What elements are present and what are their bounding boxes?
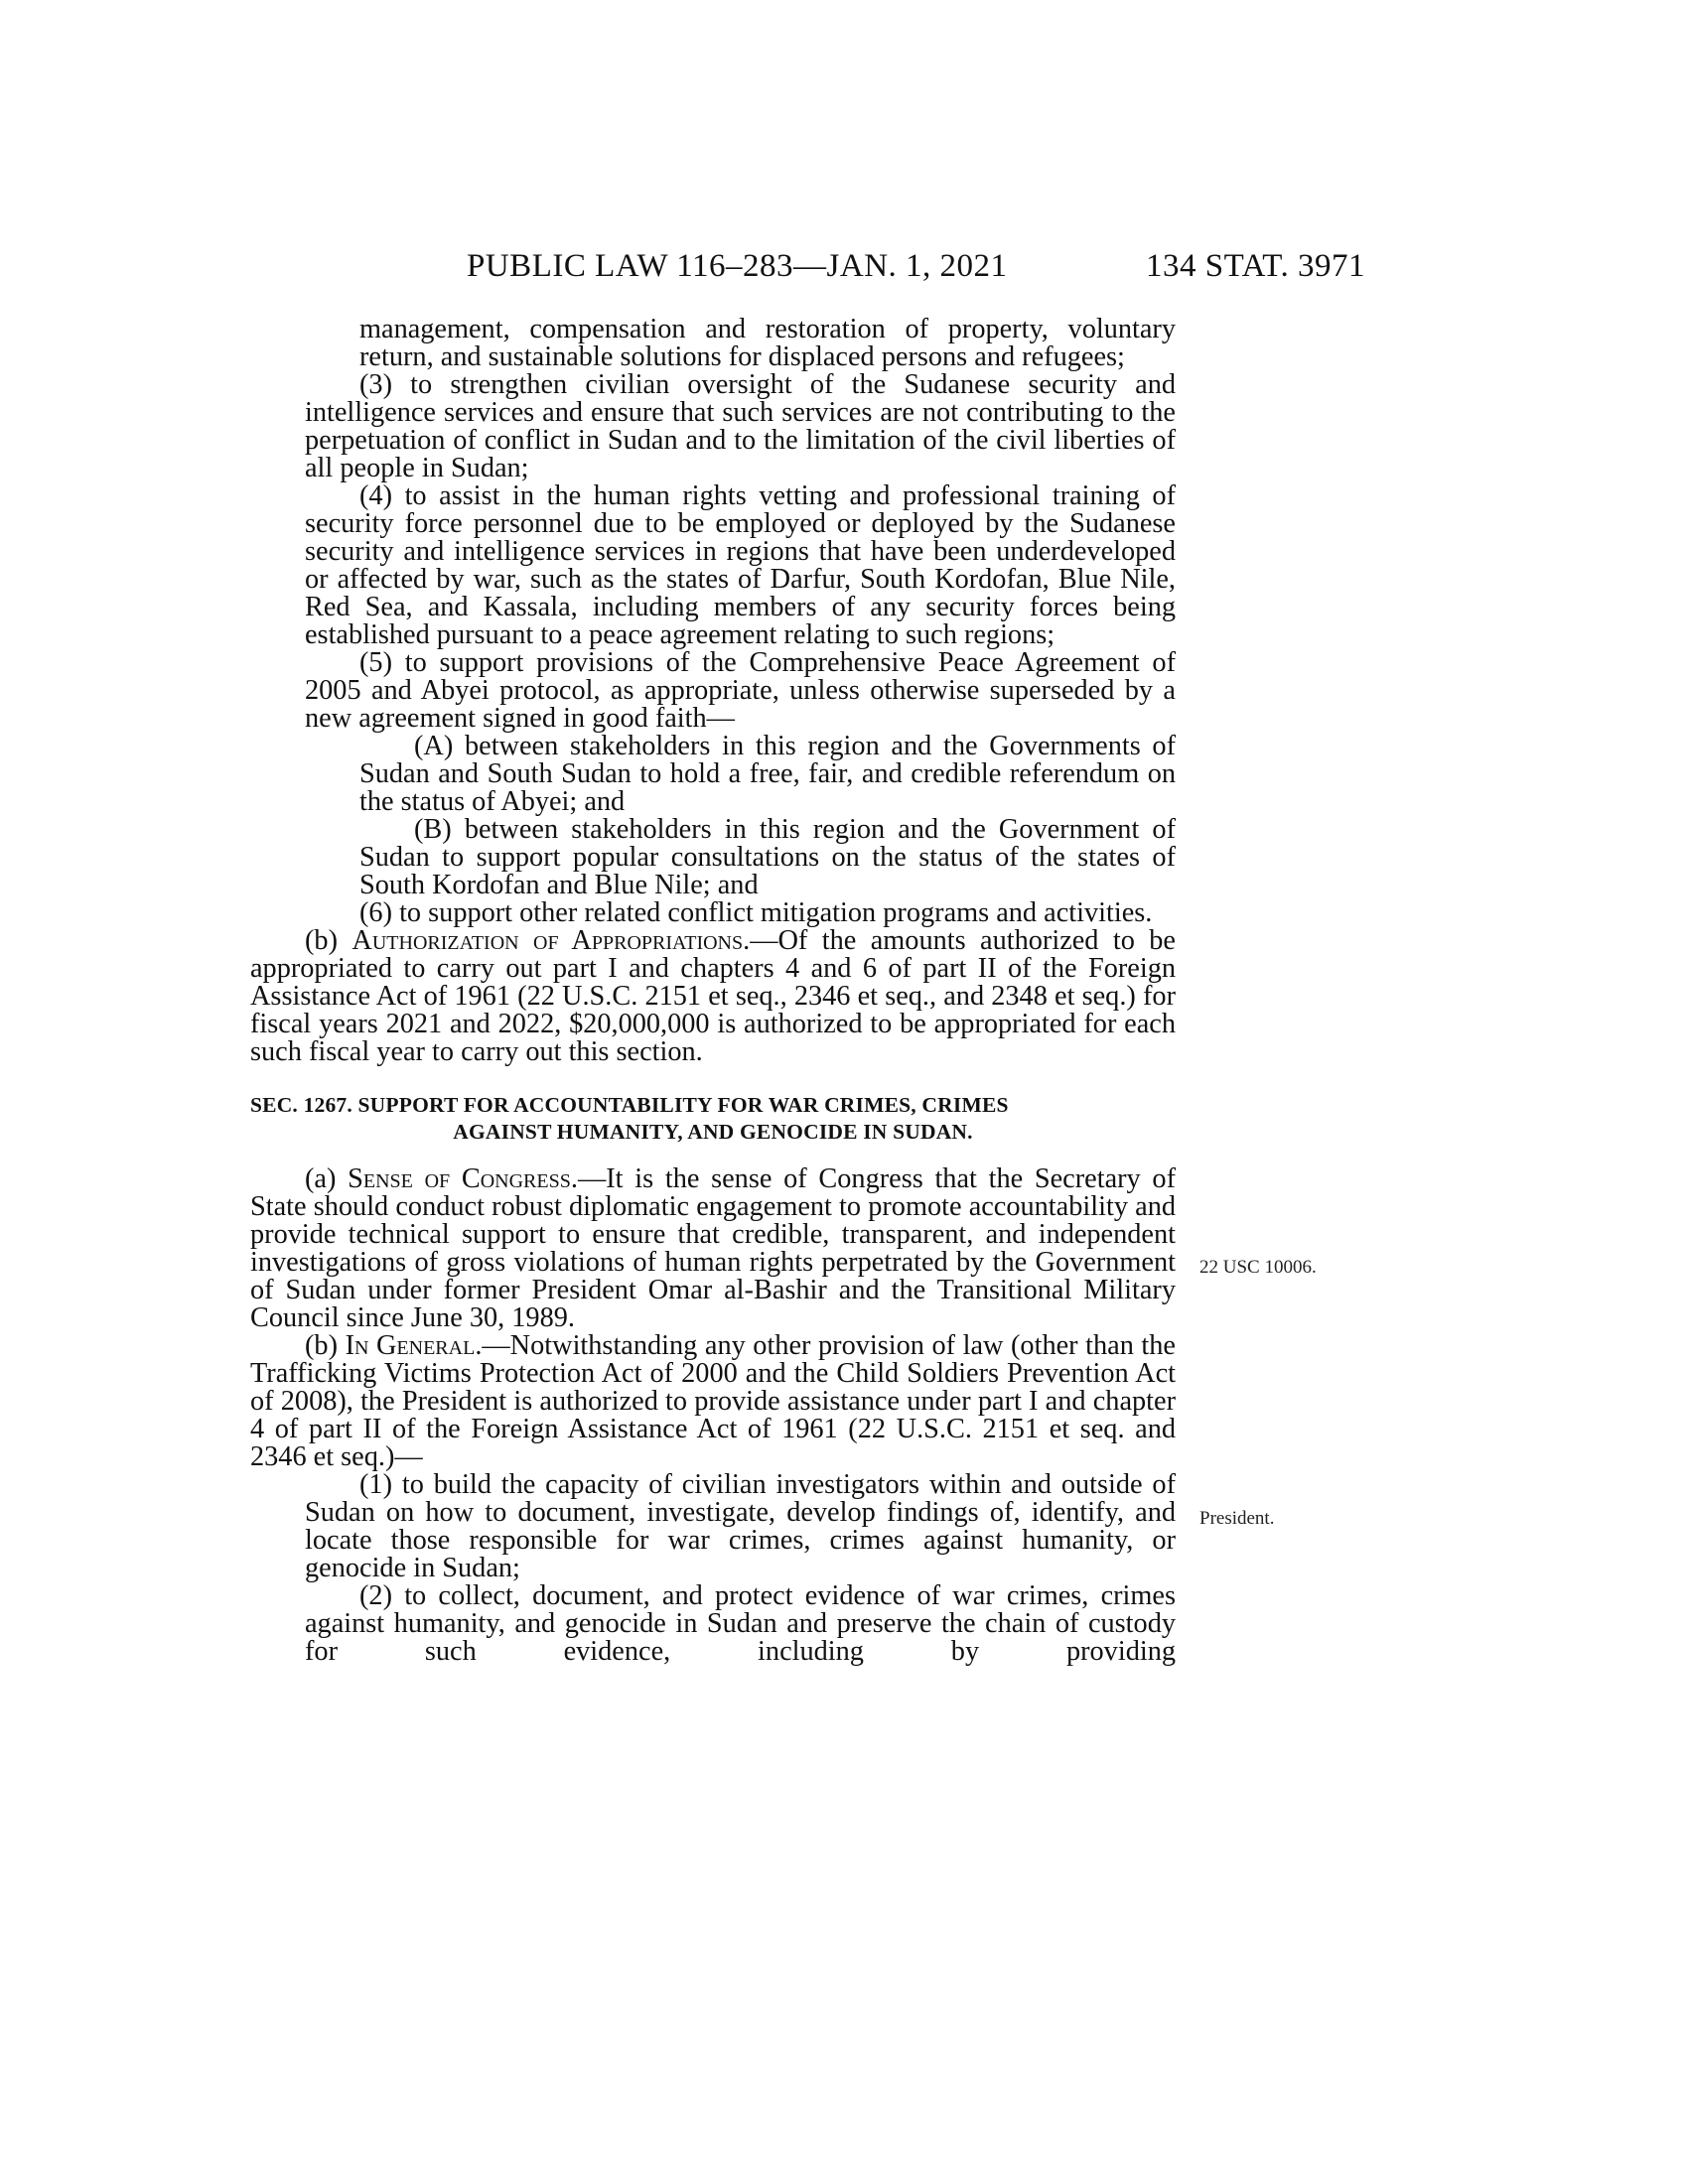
paragraph-b2: (2) to collect, document, and protect evidence of war crimes, crimes against humanity, and genocide in Sudan and preserve the chain of custody for such evidence, including by providing [305, 1580, 1176, 1667]
body-text [250, 314, 1176, 1667]
margin-note-president: President. [1199, 1508, 1275, 1529]
margin-note-usc-citation: 22 USC 10006. [1199, 1257, 1317, 1278]
subsection-a-sense-of-congress [250, 1165, 1176, 1332]
paragraph-5: (5) to support provisions of the Comprehensive Peace Agreement of 2005 and Abyei protocol, as appropriate, unless otherwise superseded by a new agreement signed in good faith— [305, 647, 1176, 734]
running-title: PUBLIC LAW 116–283—JAN. 1, 2021 [467, 248, 1008, 284]
subsection-b-authorization [250, 927, 1176, 1066]
paragraph-6: (6) to support other related conflict mitigation programs and activities. [359, 897, 1153, 928]
paragraph-3: (3) to strengthen civilian oversight of the Sudanese security and intelligence services and ensure that such services are not contributing to the perpetuation of conflict in Sudan and to the limitation of the civil liberties of all people in Sudan; [305, 369, 1176, 483]
paragraph-b1: (1) to build the capacity of civilian investigators within and outside of Sudan on how to document, investigate, develop findings of, identify, and locate those responsible for war crimes, crimes against humanity, or genocide in Sudan; [305, 1469, 1176, 1583]
section-heading-line-2: AGAINST HUMANITY, AND GENOCIDE IN SUDAN. [453, 1120, 973, 1144]
section-heading [250, 1092, 1176, 1146]
subsection-heading: Sense of Congress [348, 1163, 571, 1194]
subsection-text: .—Of the amounts authorized to be appropriated to carry out part I and chapters 4 and 6 of part II of the Foreign Assistance Act of 1961 (22 U.S.C. 2151 et seq., 2346 et seq., and 2348 et seq.) for fiscal years 2021 and 2022, $20,000,000 is authorized to be appropriated for each such fiscal year to carry out this section. [250, 925, 1176, 1067]
page-header [467, 248, 1365, 288]
paragraph-continuation: management, compensation and restoration of property, voluntary return, and sustainable solutions for displaced persons and refugees; [359, 314, 1176, 372]
subsection-text: .—It is the sense of Congress that the Secretary of State should conduct robust diplomatic engagement to promote accountability and provide technical support to ensure that credible, transparent, and independent investigations of gross violations of human rights perpetrated by the Government of Sudan under former President Omar al-Bashir and the Transitional Military Council since June 30, 1989. [250, 1163, 1176, 1333]
paragraph-5A: (A) between stakeholders in this region and the Governments of Sudan and South Sudan to hold a free, fair, and credible referendum on the status of Abyei; and [359, 731, 1176, 817]
subsection-b-in-general [250, 1332, 1176, 1471]
subsection-label: (b) [305, 1330, 346, 1361]
page-number: 134 STAT. 3971 [1145, 248, 1365, 284]
paragraph-5B: (B) between stakeholders in this region and the Government of Sudan to support popular consultations on the status of the states of South Kordofan and Blue Nile; and [359, 814, 1176, 900]
subsection-label: (b) [305, 925, 352, 956]
subsection-heading: In General [345, 1330, 476, 1361]
paragraph-4: (4) to assist in the human rights vetting and professional training of security force personnel due to be employed or deployed by the Sudanese security and intelligence services in regions that have been underdeveloped or affected by war, such as the states of Darfur, South Kordofan, Blue Nile, Red Sea, and Kassala, including members of any security forces being established pursuant to a peace agreement relating to such regions; [305, 480, 1176, 650]
section-heading-line-1: SEC. 1267. SUPPORT FOR ACCOUNTABILITY FOR WAR CRIMES, CRIMES [250, 1093, 1009, 1117]
subsection-text: .—Notwithstanding any other provision of law (other than the Trafficking Victims Protection Act of 2000 and the Child Soldiers Prevention Act of 2008), the President is authorized to provide assistance under part I and chapter 4 of part II of the Foreign Assistance Act of 1961 (22 U.S.C. 2151 et seq. and 2346 et seq.)— [250, 1330, 1176, 1472]
subsection-label: (a) [305, 1163, 349, 1194]
subsection-heading: Authorization of Appropriations [352, 925, 744, 956]
